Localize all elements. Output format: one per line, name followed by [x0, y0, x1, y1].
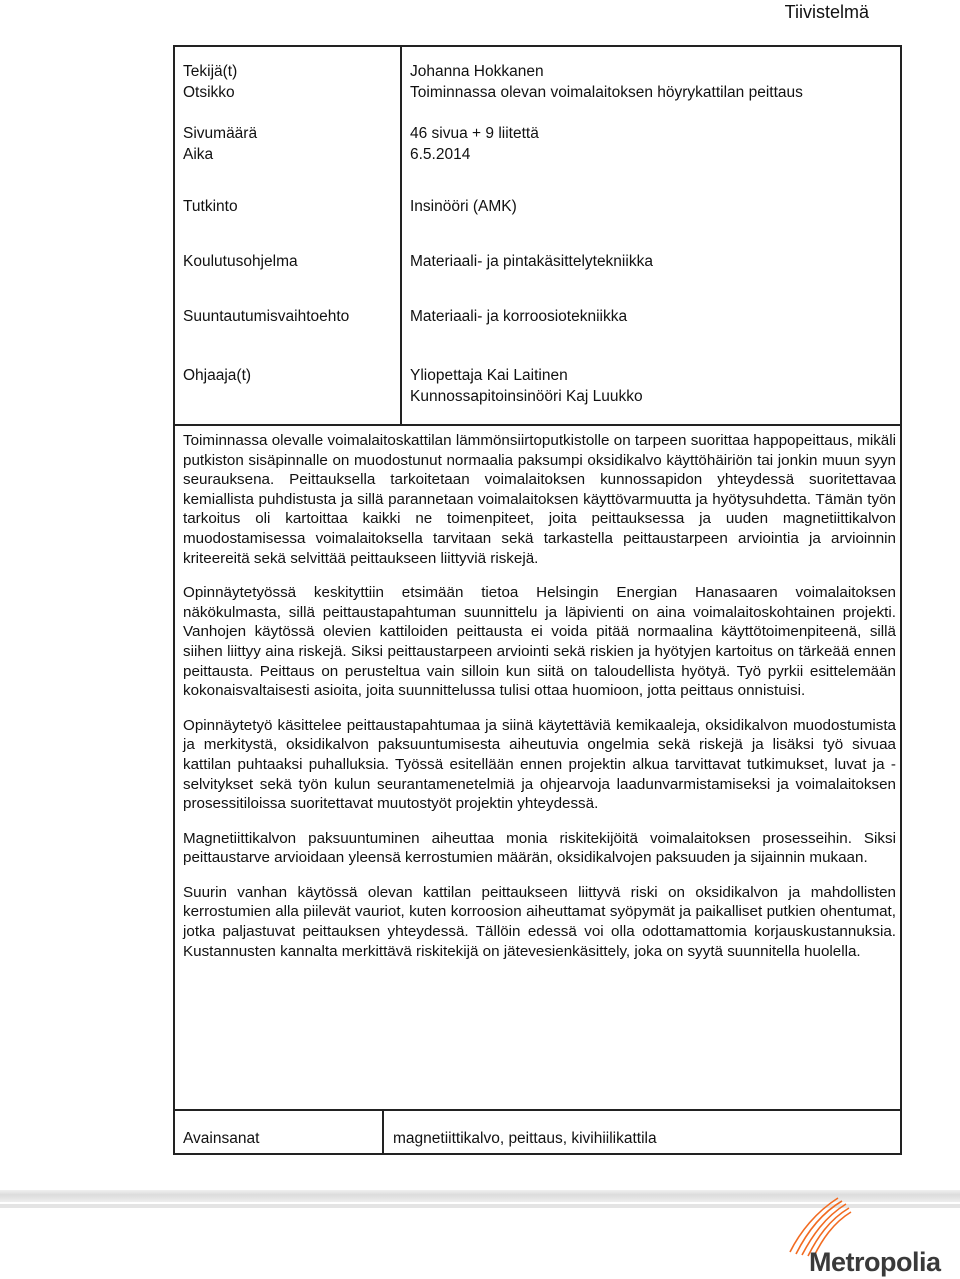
specialisation-label: Suuntautumisvaihtoehto: [183, 308, 350, 325]
date-value: 6.5.2014: [410, 146, 471, 163]
supervisor-1: Yliopettaja Kai Laitinen: [410, 367, 568, 384]
abstract-paragraph: Toiminnassa olevalle voimalaitoskattilan lämmönsiirtoputkistolle on tarpeen suorittaa happopeittaus, mikäli putkiston sisäpinnalle on muodostunut normaalia paksumpi oksidikalvo käyttöhäiriön tai jonkin muun syyn seurauksena. Peittauksella tarkoitetaan voimalaitoksen kunnossapidon yhteydessä suoritettavaa kemiallista puhdistusta ja sillä parannetaan voimalaitoksen käyttövarmuutta ja hyötysuhdetta. Tämän työn tarkoitus oli kartoittaa kaikki ne toimenpiteet, joita peittauksessa ja uuden magnetiittikalvon muodostamisessa voimalaitoksella tarvitaan sekä tarkastella peittaustarpeen arviointia ja arvioinnin kriteereitä sekä selvittää peittaukseen liittyviä riskejä.: [183, 432, 896, 567]
programme-value: Materiaali- ja pintakäsittelytekniikka: [410, 253, 653, 270]
author-value: Johanna Hokkanen: [410, 63, 544, 80]
author-label: Tekijä(t): [183, 63, 238, 80]
degree-label: Tutkinto: [183, 198, 238, 215]
abstract-paragraph: Magnetiittikalvon paksuuntuminen aiheuttaa monia riskitekijöitä voimalaitoksen prosesseihin. Siksi peittaustarve arvioidaan yleensä kerrostumien määrän, oksidikalvojen paksuuden ja sijainnin mukaan.: [183, 829, 896, 867]
supervisor-2: Kunnossapitoinsinööri Kaj Luukko: [410, 388, 643, 405]
date-label: Aika: [183, 146, 214, 163]
keywords-label: Avainsanat: [183, 1130, 260, 1147]
pages-value: 46 sivua + 9 liitettä: [410, 125, 539, 142]
column-divider: [400, 47, 402, 425]
pages-label: Sivumäärä: [183, 125, 258, 142]
abstract-text: [183, 431, 896, 976]
abstract-paragraph: Opinnäytetyössä keskityttiin etsimään tietoa Helsingin Energian Hanasaaren voimalaitoksen näkökulmasta, sillä peittaustapahtuman suunnittelu ja läpivienti on aina voimalaitoskohtainen projekti. Vanhojen käytössä olevien kattiloiden peittausta ei voida pitää normaalina käyttötoimenpiteenä, sillä siihen liittyy aina riskejä. Siksi peittaustarpeen arviointi sekä riskien ja hyötyjen kartoitus on tärkeää ennen peittausta. Peittaus on perusteltua vain silloin kun siitä on taloudellista hyötyä. Työ pyrkii esittelemään kokonaisvaltaisesti asioita, joita suunnittelussa tulisi ottaa huomioon, jotta peittaus onnistuisi.: [183, 584, 896, 700]
abstract-paragraph: Opinnäytetyö käsittelee peittaustapahtumaa ja siinä käytettäviä kemikaaleja, oksidikalvon muodostumista ja merkitystä, oksidikalvon paksuuntumisesta aiheutuvia ongelmia sekä riskejä ja lisäksi työ sivuaa kattilan puhtaaksi puhalluksia. Työssä esitellään ennen projektin alkua tarvittavat tutkimukset, luvat ja -selvitykset sekä työn kulun seurantamenetelmiä ja ohjearvoja laadunvarmistamiseksi ja voimalaitoksen prosessitiloissa suoritettavat muutostyöt projektin yhteydessä.: [183, 716, 896, 813]
section-divider: [175, 424, 900, 426]
title-label: Otsikko: [183, 84, 235, 101]
abstract-paragraph: Suurin vanhan käytössä olevan kattilan peittaukseen liittyvä riski on oksidikalvon ja mahdollisten kerrostumien alla piilevät vauriot, kuten korroosion aiheuttamat syöpymät ja paikalliset putkien ohentumat, jotka paljastuvat peittauksen yhteydessä. Tällöin edessä voi olla odottamattomia korjauskustannuksia. Kustannusten kannalta merkittävä riskitekijä on jätevesienkäsittely, joka on syytä suunnitella huolella.: [183, 883, 896, 960]
keywords-column-divider: [382, 1110, 384, 1155]
supervisors-label: Ohjaaja(t): [183, 367, 252, 384]
title-value: Toiminnassa olevan voimalaitoksen höyrykattilan peittaus: [410, 84, 803, 101]
logo-text: Metropolia: [809, 1247, 941, 1277]
keywords-value: magnetiittikalvo, peittaus, kivihiilikattila: [393, 1130, 657, 1147]
degree-value: Insinööri (AMK): [410, 198, 517, 215]
abstract-frame: [173, 45, 902, 1155]
keywords-divider: [175, 1109, 900, 1111]
programme-label: Koulutusohjelma: [183, 253, 298, 270]
page-heading: Tiivistelmä: [784, 2, 869, 22]
specialisation-value: Materiaali- ja korroosiotekniikka: [410, 308, 628, 325]
